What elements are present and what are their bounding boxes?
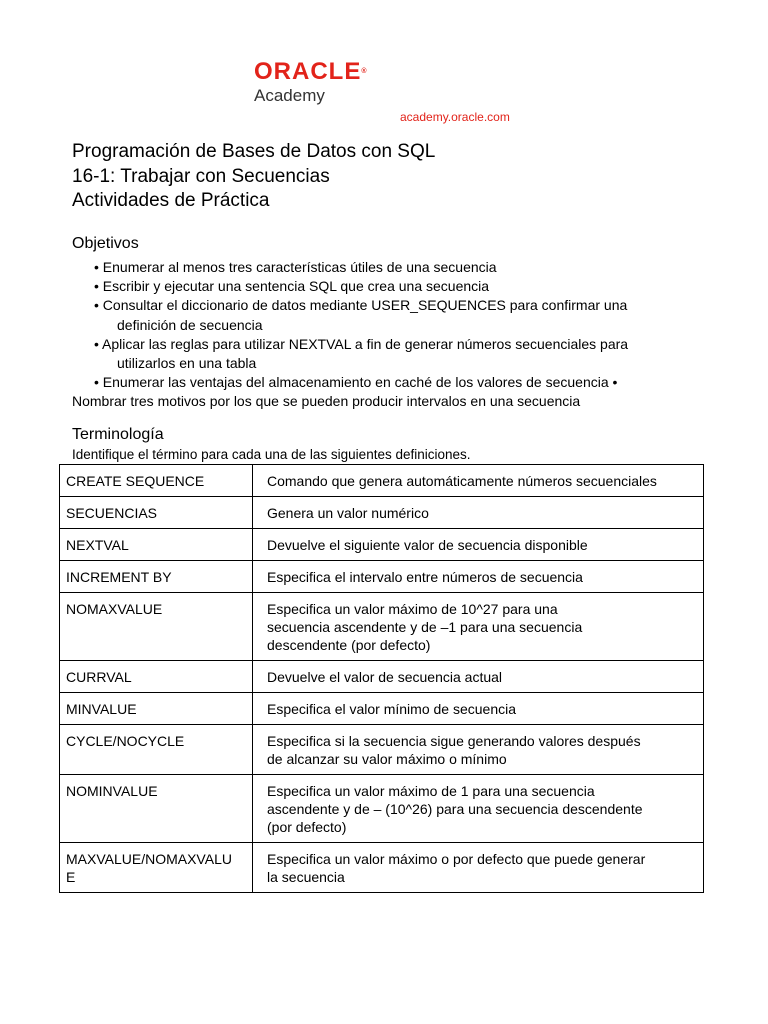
table-row (60, 561, 704, 593)
table-row (60, 843, 704, 893)
table-row (60, 593, 704, 661)
site-url-link[interactable]: academy.oracle.com (400, 110, 510, 124)
term-text: MINVALUE (66, 701, 137, 717)
objectives-heading: Objetivos (72, 235, 139, 252)
definition-cell (253, 465, 704, 497)
definition-text: de alcanzar su valor máximo o mínimo (267, 751, 507, 767)
term-cell (60, 693, 253, 725)
objective-item (94, 258, 694, 277)
table-row (60, 725, 704, 775)
objective-text: • Enumerar las ventajas del almacenamiento en caché de los valores de secuencia • (94, 374, 618, 391)
term-text: CURRVAL (66, 669, 132, 685)
title-line-lesson: 16-1: Trabajar con Secuencias (72, 165, 330, 187)
definition-text: Especifica el intervalo entre números de secuencia (267, 569, 583, 585)
definition-cell (253, 843, 704, 893)
definition-text: Especifica un valor máximo de 1 para una secuencia (267, 783, 595, 799)
objective-item (94, 296, 694, 334)
term-cell (60, 497, 253, 529)
definition-text: ascendente y de – (10^26) para una secuencia descendente (267, 801, 643, 817)
term-text: INCREMENT BY (66, 569, 172, 585)
definition-text: Especifica el valor mínimo de secuencia (267, 701, 517, 717)
objectives-list (72, 258, 694, 412)
table-row (60, 497, 704, 529)
definition-cell (253, 775, 704, 843)
objective-continuation: definición de secuencia (117, 316, 263, 333)
term-text: NOMINVALUE (66, 783, 158, 799)
definition-text: descendente (por defecto) (267, 637, 431, 653)
document-title (72, 140, 435, 214)
title-line-course: Programación de Bases de Datos con SQL (72, 141, 436, 162)
oracle-academy-logo (254, 58, 368, 106)
definition-text: Especifica si la secuencia sigue generando valores después (267, 733, 641, 749)
terminology-table (59, 464, 704, 893)
term-cell (60, 725, 253, 775)
objective-text: • Enumerar al menos tres características útiles de una secuencia (94, 259, 497, 275)
term-text: NEXTVAL (66, 537, 129, 553)
term-text: SECUENCIAS (66, 505, 158, 521)
definition-text: Comando que genera automáticamente números secuenciales (267, 473, 657, 489)
objective-item (94, 335, 694, 373)
definition-text: (por defecto) (267, 819, 347, 835)
terminology-table-body (60, 465, 704, 893)
definition-cell (253, 661, 704, 693)
definition-cell (253, 497, 704, 529)
objective-item (94, 277, 694, 296)
term-cell (60, 561, 253, 593)
objective-trailing-text: Nombrar tres motivos por los que se pueden producir intervalos en una secuencia (72, 393, 581, 410)
table-row (60, 529, 704, 561)
objective-text: • Escribir y ejecutar una sentencia SQL que crea una secuencia (94, 278, 490, 295)
definition-cell (253, 529, 704, 561)
definition-cell (253, 725, 704, 775)
objective-continuation: utilizarlos en una tabla (117, 355, 257, 372)
table-row (60, 661, 704, 693)
logo-subtitle: Academy (254, 86, 325, 105)
definition-text: Especifica un valor máximo de 10^27 para una (267, 601, 558, 617)
definition-cell (253, 693, 704, 725)
table-row (60, 775, 704, 843)
table-row (60, 465, 704, 497)
logo-brand: ORACLE® (254, 58, 368, 85)
terminology-instructions: Identifique el término para cada una de las siguientes definiciones. (72, 447, 471, 462)
definition-text: Devuelve el valor de secuencia actual (267, 669, 503, 685)
title-line-activity: Actividades de Práctica (72, 190, 270, 211)
term-cell (60, 593, 253, 661)
definition-text: la secuencia (267, 869, 345, 885)
definition-cell (253, 593, 704, 661)
table-row (60, 693, 704, 725)
definition-text: secuencia ascendente y de –1 para una secuencia (267, 619, 583, 635)
term-cell (60, 775, 253, 843)
registered-mark: ® (361, 68, 368, 75)
term-cell (60, 661, 253, 693)
definition-text: Genera un valor numérico (267, 505, 429, 521)
definition-text: Especifica un valor máximo o por defecto que puede generar (267, 851, 646, 867)
term-text: MAXVALUE/NOMAXVALU (66, 851, 232, 867)
term-cell (60, 529, 253, 561)
term-text: CYCLE/NOCYCLE (66, 733, 185, 749)
objective-text: • Consultar el diccionario de datos mediante USER_SEQUENCES para confirmar una (94, 297, 628, 314)
definition-text: Devuelve el siguiente valor de secuencia disponible (267, 537, 588, 553)
objective-text: • Aplicar las reglas para utilizar NEXTVAL a fin de generar números secuenciales para (94, 335, 629, 352)
objective-item (94, 373, 694, 392)
term-text: NOMAXVALUE (66, 601, 163, 617)
term-text: E (66, 869, 76, 885)
term-cell (60, 843, 253, 893)
term-text: CREATE SEQUENCE (66, 473, 205, 489)
term-cell (60, 465, 253, 497)
terminology-heading: Terminología (72, 426, 164, 443)
definition-cell (253, 561, 704, 593)
